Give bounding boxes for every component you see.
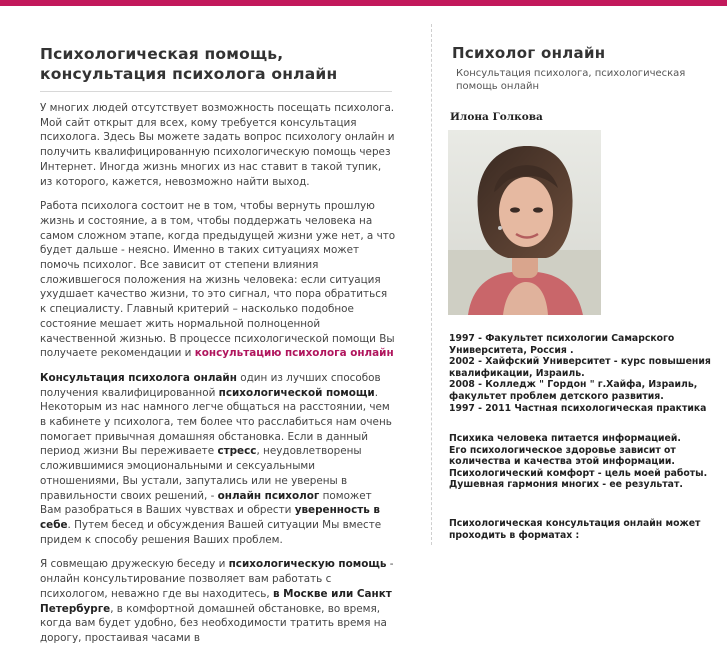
bio-2008: 2008 - Колледж " Гордон " г.Хайфа, Израиль, факультет проблем детского развития.	[449, 379, 698, 402]
page-title-line2: консультация психолога онлайн	[40, 65, 338, 83]
top-accent-bar	[0, 0, 727, 6]
column-divider	[431, 24, 432, 545]
main-content	[40, 44, 396, 656]
psychologist-photo	[448, 130, 601, 315]
info-line-4: Душевная гармония многих - ее результат.	[449, 479, 683, 491]
info-line-1: Психика человека питается информацией.	[449, 433, 681, 444]
sidebar	[448, 44, 727, 123]
bio-philosophy	[449, 433, 727, 491]
psychologist-name: Илона Голкова	[450, 111, 543, 123]
intro-paragraph: У многих людей отсутствует возможность посещать психолога. Мой сайт открыт для всех, кому требуется консультация психолога. Здесь Вы можете задать вопрос психологу онлайн и получить квалифицированную психологическую помощь через Интернет. Иногда жизнь многих из нас ставит в такой тупик, из которого, кажется, невозможно найти выход.	[40, 102, 395, 188]
portrait-image	[448, 130, 601, 315]
title-divider	[40, 91, 392, 92]
bio-education	[449, 333, 727, 414]
page-title-line1: Психологическая помощь,	[40, 45, 284, 63]
work-paragraph: Работа психолога состоит не в том, чтобы вернуть прошлую жизнь и состояние, а в том, чтобы поддержать человека на самом сложном этапе, когда предыдущей жизни уже нет, а что будет дальше - неясно. Именно в таких ситуациях может помочь психолог. Все зависит от степени влияния сложившегося положения на жизнь человека: если ситуация ухудшает качество жизни, то это сигнал, что пора обратиться к специалисту. Главный критерий – насколько подобное состояние мешает жить нормальной полноценной качественной жизнью. В процессе психологической помощи Вы получаете рекомендации и консультацию психолога онлайн	[40, 200, 396, 360]
info-line-2: Его психологическое здоровье зависит от количества и качества этой информации.	[449, 444, 676, 468]
info-line-3: Психологический комфорт - цель моей работы.	[449, 467, 708, 479]
bio-1997: 1997 - Факультет психологии Самарского Университета, Россия .	[449, 333, 675, 356]
consultation-link[interactable]: консультацию психолога онлайн	[194, 347, 394, 360]
online-paragraph: Я совмещаю дружескую беседу и психологическую помощь - онлайн консультирование позволяет вам работать с психологом, неважно где вы находитесь, в Москве или Санкт Петербурге, в комфортной домашней обстановке, во время, когда вам будет удобно, без необходимости тратить время на дорогу, простаивая часами в	[40, 558, 394, 644]
sidebar-subtitle: Консультация психолога, психологическая помощь онлайн	[456, 68, 686, 92]
page-title	[40, 44, 396, 84]
formats-heading: Психологическая консультация онлайн может проходить в форматах :	[449, 518, 701, 541]
bio-practice: 1997 - 2011 Частная психологическая практика	[449, 402, 707, 414]
bio-2002: 2002 - Хайфский Университет - курс повышения квалификации, Израиль.	[449, 356, 711, 379]
consultation-paragraph: Консультация психолога онлайн один из лучших способов получения квалифицированной психологической помощи. Некоторым из нас намного легче общаться на расстоянии, чем в кабинете у психолога, тем более что расслабиться нам очень помогает привычная домашняя обстановка. Если в данный период жизни Вы переживаете стресс, неудовлетворены сложившимися эмоциональными и сексуальными отношениями, Вы устали, запутались или не уверены в правильности своих решений, - онлайн психолог поможет Вам разобраться в Ваших чувствах и обрести уверенность в себе. Путем бесед и обсуждения Вашей ситуации Мы вместе придем к способу решения Ваших проблем.	[40, 371, 392, 546]
sidebar-title: Психолог онлайн	[452, 44, 606, 62]
